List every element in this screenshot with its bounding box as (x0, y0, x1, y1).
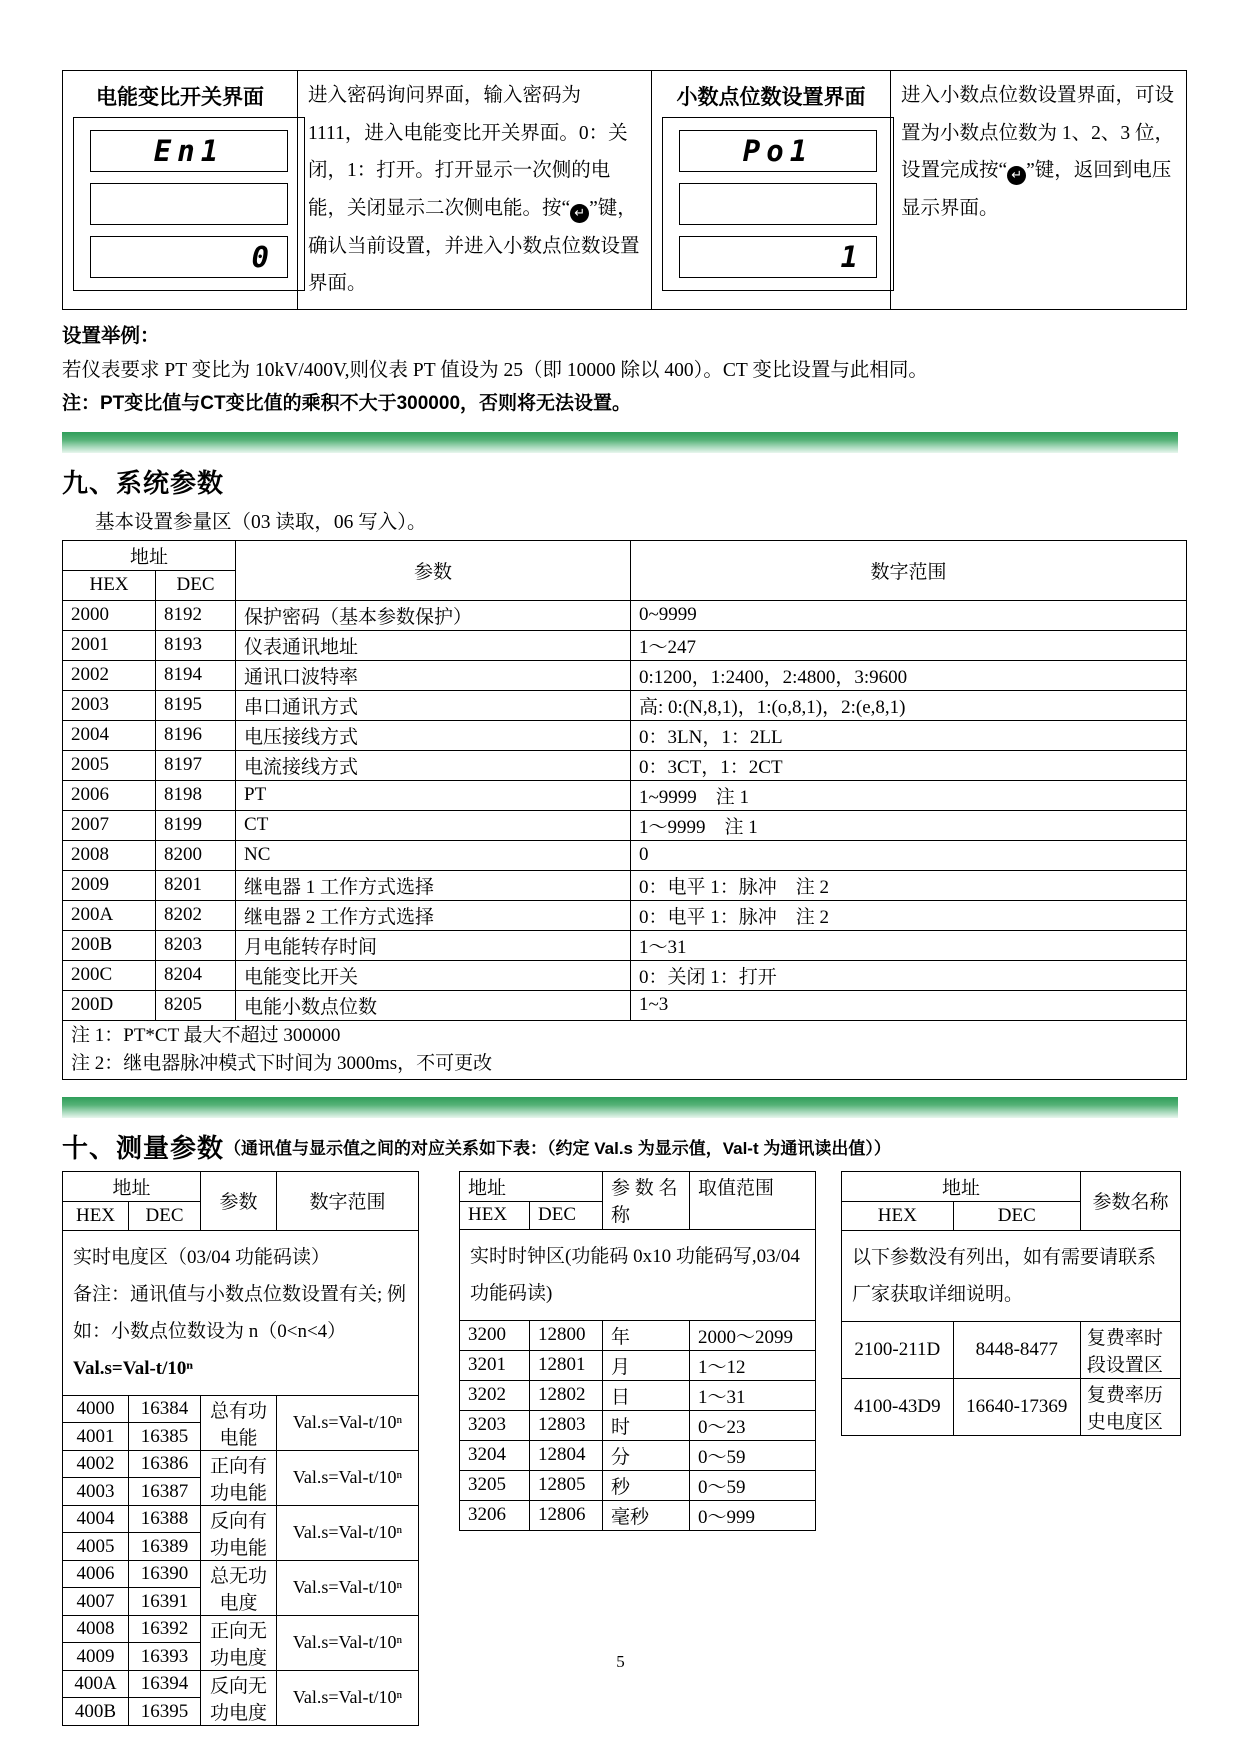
table-cell: 8200 (156, 840, 236, 870)
table-body (63, 600, 1187, 1020)
table-cell: 3206 (460, 1500, 530, 1530)
table-cell: 继电器 1 工作方式选择 (236, 870, 631, 900)
table-cell: 8198 (156, 780, 236, 810)
dec-cell: 16387 (129, 1478, 201, 1506)
param-cell: 正向有功电能 (201, 1450, 277, 1505)
dec-cell: 16392 (129, 1615, 201, 1643)
lcd-line-3 (679, 236, 877, 278)
interface-panels-table (62, 70, 1187, 310)
table-row (63, 1670, 419, 1698)
table-header (63, 540, 1187, 600)
table-cell: 1～31 (631, 930, 1187, 960)
table-caption-body (63, 1230, 419, 1395)
table-cell: 8448-8477 (953, 1321, 1080, 1378)
addr-header: 地址 (63, 1171, 201, 1201)
energy-ratio-panel-cell (63, 71, 298, 310)
table-cell: 毫秒 (603, 1500, 690, 1530)
addr-header: 地址 (842, 1171, 1081, 1201)
table-cell: 月 (603, 1350, 690, 1380)
hex-header: HEX (63, 1201, 129, 1230)
notes-cell (63, 1020, 1187, 1079)
table-cell: 0～59 (690, 1470, 816, 1500)
hex-cell: 4007 (63, 1588, 129, 1616)
formula-cell: Val.s=Val-t/10ⁿ (277, 1670, 419, 1725)
table-cell: 3204 (460, 1440, 530, 1470)
lcd-line-1 (90, 130, 288, 172)
table-cell: 3200 (460, 1320, 530, 1350)
table-cell: 8197 (156, 750, 236, 780)
table-cell: 复费率历史电度区 (1080, 1378, 1180, 1435)
lcd-display (73, 117, 305, 291)
hex-cell: 400A (63, 1670, 129, 1698)
section-divider-bar (62, 432, 1178, 453)
table-body (842, 1321, 1181, 1435)
table-cell: 继电器 2 工作方式选择 (236, 900, 631, 930)
table-cell: 0：电平 1：脉冲 注 2 (631, 900, 1187, 930)
param-header: 参数名称 (1080, 1171, 1180, 1230)
enter-key-icon: ↵ (1007, 166, 1026, 185)
decimal-point-panel-cell (652, 71, 891, 310)
dec-header: DEC (530, 1201, 603, 1229)
param-header: 参 数 名 称 (603, 1171, 690, 1229)
table-cell: 8192 (156, 600, 236, 630)
dec-cell: 16386 (129, 1450, 201, 1478)
caption-line: 备注：通讯值与小数点位数设置有关; 例如：小数点位数设为 n（0<n<4） (73, 1283, 407, 1342)
table-cell: 1～31 (690, 1380, 816, 1410)
param-header: 参数 (236, 540, 631, 600)
dec-cell: 16390 (129, 1560, 201, 1588)
table-cell: 2008 (63, 840, 156, 870)
table-cell: 3202 (460, 1380, 530, 1410)
table-cell: 12801 (530, 1350, 603, 1380)
table-cell: 4100-43D9 (842, 1378, 954, 1435)
table-row (63, 960, 1187, 990)
table-cell: 1～247 (631, 630, 1187, 660)
table-notes (63, 1020, 1187, 1079)
hex-cell: 4003 (63, 1478, 129, 1506)
table-cell: 8204 (156, 960, 236, 990)
heading-note: （通讯值与显示值之间的对应关系如下表：（约定 Val.s 为显示值，Val-t 为通讯读出值）） (224, 1138, 891, 1158)
table-cell: 2004 (63, 720, 156, 750)
param-cell: 总无功电度 (201, 1560, 277, 1615)
table-body (63, 1395, 419, 1725)
hex-cell: 4001 (63, 1423, 129, 1451)
example-note: 注：PT变比值与CT变比值的乘积不大于300000，否则将无法设置。 (62, 392, 632, 414)
param-cell: 反向有功电能 (201, 1505, 277, 1560)
table-cell: 2000 (63, 600, 156, 630)
table-row (63, 71, 1187, 310)
table-cell: 200A (63, 900, 156, 930)
hex-header: HEX (842, 1201, 954, 1230)
hex-cell: 4008 (63, 1615, 129, 1643)
table-row (63, 540, 1187, 570)
table-cell: 2005 (63, 750, 156, 780)
table-cell: 12804 (530, 1440, 603, 1470)
heading-text: 十、测量参数 (62, 1132, 225, 1163)
table-cell: 0～59 (690, 1440, 816, 1470)
table-row (63, 1560, 419, 1588)
hex-cell: 4006 (63, 1560, 129, 1588)
hex-header: HEX (63, 570, 156, 600)
extra-caption: 以下参数没有列出，如有需要请联系厂家获取详细说明。 (842, 1230, 1181, 1321)
table-body (460, 1320, 816, 1530)
lcd-line-2 (90, 183, 288, 225)
table-cell: 0～23 (690, 1410, 816, 1440)
table-cell: 分 (603, 1440, 690, 1470)
lcd-display (662, 117, 894, 291)
table-cell: 0～999 (690, 1500, 816, 1530)
table-row (460, 1500, 816, 1530)
table-cell: 200D (63, 990, 156, 1020)
formula-cell: Val.s=Val-t/10ⁿ (277, 1505, 419, 1560)
table-cell: 12805 (530, 1470, 603, 1500)
desc-text: 进入密码询问界面，输入密码为 1111，进入电能变比开关界面。0：关闭，1：打开。打开显示一次侧的电能，关闭显示二次侧电能。按“ (308, 85, 628, 219)
table-cell: 1~9999 注 1 (631, 780, 1187, 810)
lcd-text: 0 (251, 240, 275, 274)
table-cell: 通讯口波特率 (236, 660, 631, 690)
table-cell: 12802 (530, 1380, 603, 1410)
table-cell: 年 (603, 1320, 690, 1350)
table-header (842, 1171, 1181, 1230)
energy-ratio-desc-cell (298, 71, 652, 310)
table-cell: 12803 (530, 1410, 603, 1440)
table-row (460, 1440, 816, 1470)
range-header: 数字范围 (277, 1171, 419, 1230)
table-cell: 0：3CT，1：2CT (631, 750, 1187, 780)
table-row (63, 990, 1187, 1020)
table-cell: 2003 (63, 690, 156, 720)
desc-text: ”键，返回到电压显示界面。 (901, 160, 1172, 219)
hex-cell: 400B (63, 1698, 129, 1726)
table-cell: 2009 (63, 870, 156, 900)
table-cell: 日 (603, 1380, 690, 1410)
range-header: 数字范围 (631, 540, 1187, 600)
table-row (63, 1505, 419, 1533)
table-row (460, 1410, 816, 1440)
table-row (63, 840, 1187, 870)
page-content (62, 70, 1186, 1726)
param-cell: 正向无功电度 (201, 1615, 277, 1670)
table-cell: 月电能转存时间 (236, 930, 631, 960)
table-cell: 保护密码（基本参数保护） (236, 600, 631, 630)
table-row (842, 1321, 1181, 1378)
caption-line: 实时电度区（03/04 功能码读） (73, 1246, 331, 1268)
hex-cell: 4002 (63, 1450, 129, 1478)
lcd-text: Po1 (742, 134, 814, 168)
range-header: 取值范围 (690, 1171, 816, 1229)
dec-cell: 16394 (129, 1670, 201, 1698)
panel-title: 电能变比开关界面 (96, 86, 264, 109)
table-cell: 8193 (156, 630, 236, 660)
panel-description (308, 77, 641, 303)
table-cell: 8205 (156, 990, 236, 1020)
table-row (63, 780, 1187, 810)
lcd-line-3 (90, 236, 288, 278)
example-text: 若仪表要求 PT 变比为 10kV/400V,则仪表 PT 值设为 25（即 10000 除以 400）。CT 变比设置与此相同。 (62, 359, 928, 381)
table-row (460, 1350, 816, 1380)
table-row (63, 720, 1187, 750)
table-cell: 1～9999 注 1 (631, 810, 1187, 840)
hex-cell: 4009 (63, 1643, 129, 1671)
system-params-table (62, 540, 1187, 1080)
table-cell: 电压接线方式 (236, 720, 631, 750)
extra-params-table (841, 1171, 1181, 1436)
table-cell: 电流接线方式 (236, 750, 631, 780)
note-1: 注 1：PT*CT 最大不超过 300000 (71, 1024, 341, 1046)
dec-cell: 16395 (129, 1698, 201, 1726)
table-cell: 0 (631, 840, 1187, 870)
table-cell: 8202 (156, 900, 236, 930)
lcd-line-2 (679, 183, 877, 225)
table-row (63, 630, 1187, 660)
table-header (460, 1171, 816, 1229)
table-row (63, 600, 1187, 630)
table-cell: 8201 (156, 870, 236, 900)
table-row (460, 1380, 816, 1410)
table-cell: 1~3 (631, 990, 1187, 1020)
table-cell: 2002 (63, 660, 156, 690)
table-cell: PT (236, 780, 631, 810)
table-row (63, 1020, 1187, 1079)
decimal-point-desc-cell (891, 71, 1187, 310)
table-cell: 0：关闭 1：打开 (631, 960, 1187, 990)
hex-cell: 4005 (63, 1533, 129, 1561)
table-row (63, 870, 1187, 900)
dec-cell: 16385 (129, 1423, 201, 1451)
note-2: 注 2：继电器脉冲模式下时间为 3000ms，不可更改 (71, 1052, 493, 1074)
dec-header: DEC (156, 570, 236, 600)
param-header: 参数 (201, 1171, 277, 1230)
desc-text: ”键，确认当前设置，并进入小数点位数设置界面。 (308, 197, 640, 295)
example-title: 设置举例： (62, 324, 160, 347)
table-row (63, 900, 1187, 930)
table-row (63, 810, 1187, 840)
formula-cell: Val.s=Val-t/10ⁿ (277, 1395, 419, 1450)
dec-cell: 16389 (129, 1533, 201, 1561)
table-cell: 串口通讯方式 (236, 690, 631, 720)
table-cell: 12806 (530, 1500, 603, 1530)
addr-header: 地址 (460, 1171, 603, 1201)
table-row (63, 1230, 419, 1395)
table-row (63, 660, 1187, 690)
formula-cell: Val.s=Val-t/10ⁿ (277, 1560, 419, 1615)
table-cell: 8195 (156, 690, 236, 720)
table-row (842, 1171, 1181, 1201)
table-row (63, 1395, 419, 1423)
table-cell: 2100-211D (842, 1321, 954, 1378)
table-cell: 3205 (460, 1470, 530, 1500)
table-cell: 2000～2099 (690, 1320, 816, 1350)
panel-description (901, 77, 1176, 228)
formula-cell: Val.s=Val-t/10ⁿ (277, 1450, 419, 1505)
table-cell: 8203 (156, 930, 236, 960)
table-row (460, 1470, 816, 1500)
table-cell: 高: 0:(N,8,1)，1:(o,8,1)，2:(e,8,1) (631, 690, 1187, 720)
table-row (63, 930, 1187, 960)
section10-heading (62, 1128, 1186, 1165)
table-cell: 8196 (156, 720, 236, 750)
table-row (63, 1615, 419, 1643)
dec-header: DEC (129, 1201, 201, 1230)
hex-cell: 4000 (63, 1395, 129, 1423)
dec-cell: 16388 (129, 1505, 201, 1533)
table-cell: 仪表通讯地址 (236, 630, 631, 660)
table-cell: 200B (63, 930, 156, 960)
enter-key-icon: ↵ (570, 204, 589, 223)
clock-table (459, 1171, 816, 1531)
lcd-text: 1 (840, 240, 864, 274)
table-row (63, 1171, 419, 1201)
lcd-text: En1 (153, 134, 225, 168)
table-cell: 3201 (460, 1350, 530, 1380)
table-row (460, 1171, 816, 1201)
table-cell: 电能小数点位数 (236, 990, 631, 1020)
table-cell: 时 (603, 1410, 690, 1440)
table-cell: 0：电平 1：脉冲 注 2 (631, 870, 1187, 900)
section9-heading: 九、系统参数 (62, 467, 225, 498)
table-cell: 2007 (63, 810, 156, 840)
table-row (842, 1378, 1181, 1435)
table-cell: 8194 (156, 660, 236, 690)
table-caption-body (842, 1230, 1181, 1321)
section-divider-bar (62, 1097, 1178, 1118)
table-cell: 0~9999 (631, 600, 1187, 630)
table-row (842, 1230, 1181, 1321)
table-caption-body (460, 1229, 816, 1320)
table-row (63, 690, 1187, 720)
table-cell: NC (236, 840, 631, 870)
dec-cell: 16393 (129, 1643, 201, 1671)
table-cell: 电能变比开关 (236, 960, 631, 990)
param-cell: 总有功电能 (201, 1395, 277, 1450)
table-cell: 200C (63, 960, 156, 990)
hex-cell: 4004 (63, 1505, 129, 1533)
table-cell: 0:1200，1:2400，2:4800，3:9600 (631, 660, 1187, 690)
table-row (460, 1229, 816, 1320)
table-cell: CT (236, 810, 631, 840)
table-cell: 3203 (460, 1410, 530, 1440)
table-header (63, 1171, 419, 1230)
table-cell: 0：3LN，1：2LL (631, 720, 1187, 750)
table-cell: 2006 (63, 780, 156, 810)
desc-text: 进入小数点位数设置界面，可设置为小数点位数为 1、2、3 位，设置完成按“ (901, 85, 1175, 182)
table-row (63, 750, 1187, 780)
section9-subheading: 基本设置参量区（03 读取，06 写入）。 (95, 511, 427, 533)
measurement-tables-row (62, 1171, 1186, 1726)
table-cell: 复费率时段设置区 (1080, 1321, 1180, 1378)
lcd-line-1 (679, 130, 877, 172)
dec-cell: 16391 (129, 1588, 201, 1616)
table-cell: 2001 (63, 630, 156, 660)
page-number: 5 (616, 1652, 625, 1671)
param-cell: 反向无功电度 (201, 1670, 277, 1725)
energy-caption (63, 1230, 419, 1395)
addr-header: 地址 (63, 540, 236, 570)
table-cell: 8199 (156, 810, 236, 840)
clock-caption: 实时时钟区(功能码 0x10 功能码写,03/04 功能码读) (460, 1229, 816, 1320)
dec-header: DEC (953, 1201, 1080, 1230)
panel-title: 小数点位数设置界面 (676, 86, 866, 109)
table-row (63, 1450, 419, 1478)
table-cell: 16640-17369 (953, 1378, 1080, 1435)
energy-table (62, 1171, 419, 1726)
hex-header: HEX (460, 1201, 530, 1229)
caption-formula: Val.s=Val-t/10ⁿ (73, 1357, 194, 1379)
table-cell: 12800 (530, 1320, 603, 1350)
dec-cell: 16384 (129, 1395, 201, 1423)
table-cell: 秒 (603, 1470, 690, 1500)
table-row (460, 1320, 816, 1350)
formula-cell: Val.s=Val-t/10ⁿ (277, 1615, 419, 1670)
table-cell: 1～12 (690, 1350, 816, 1380)
